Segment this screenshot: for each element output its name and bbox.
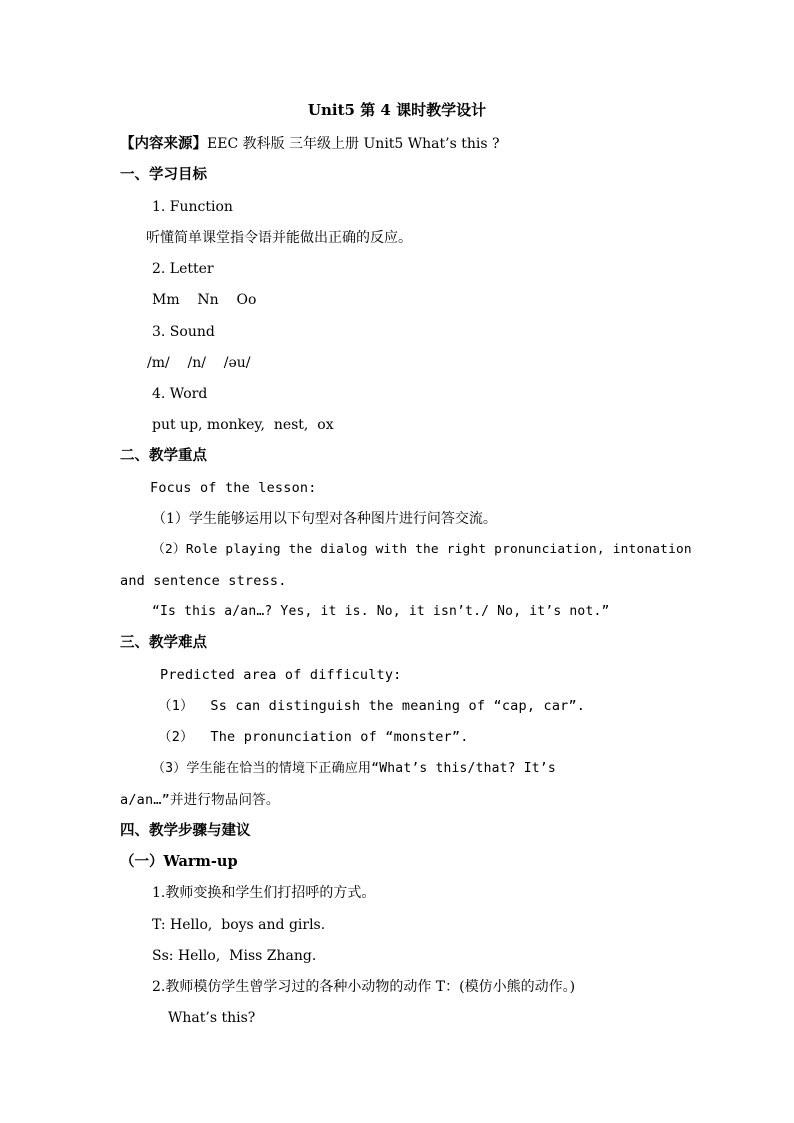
section-heading-steps: 四、教学步骤与建议 <box>120 822 251 839</box>
difficulty-point-2: （2） The pronunciation of “monster”. <box>158 729 469 745</box>
warm-up-heading: （一）Warm-up <box>120 853 238 870</box>
letter-label: 2. Letter <box>152 261 214 277</box>
sounds-text: /m/ /n/ /əu/ <box>147 355 251 371</box>
letters-text: Mm Nn Oo <box>152 292 257 308</box>
key-point-2-line2: and sentence stress. <box>120 573 287 589</box>
step-2: 2.教师模仿学生曾学习过的各种小动物的动作 T：(模仿小熊的动作。) <box>152 979 576 995</box>
sentence-pattern: “Is this a/an…? Yes, it is. No, it isn’t./ No, it’s not.” <box>152 604 610 619</box>
function-text: 听懂简单课堂指令语并能做出正确的反应。 <box>146 230 412 246</box>
difficulty-point-1: （1） Ss can distinguish the meaning of “cap, car”. <box>158 698 586 714</box>
students-line: Ss: Hello, Miss Zhang. <box>152 948 317 964</box>
difficulty-point-3-line2: a/an…”并进行物品问答。 <box>120 792 280 808</box>
content-source <box>120 135 500 153</box>
teacher-line: T: Hello, boys and girls. <box>152 917 326 933</box>
difficulty-label: Predicted area of difficulty: <box>160 667 402 683</box>
key-point-1: （1）学生能够运用以下句型对各种图片进行问答交流。 <box>152 511 497 527</box>
sound-label: 3. Sound <box>152 324 215 340</box>
whats-this-line: What’s this? <box>168 1010 256 1026</box>
key-point-2-line1: （2）Role playing the dialog with the right pronunciation, intonation <box>152 542 692 557</box>
words-text: put up, monkey, nest, ox <box>152 417 334 433</box>
section-heading-difficulties: 三、教学难点 <box>120 634 207 651</box>
section-heading-objectives: 一、学习目标 <box>120 166 207 183</box>
word-label: 4. Word <box>152 386 208 402</box>
function-label: 1. Function <box>152 199 233 215</box>
section-heading-key-points: 二、教学重点 <box>120 447 207 464</box>
source-text: EEC 教科版 三年级上册 Unit5 What’s this ? <box>207 136 500 152</box>
source-label: 【内容来源】 <box>120 135 207 152</box>
difficulty-point-3-line1: （3）学生能在恰当的情境下正确应用“What’s this/that? It’s <box>152 761 556 776</box>
step-1: 1.教师变换和学生们打招呼的方式。 <box>152 885 376 901</box>
focus-label: Focus of the lesson: <box>150 480 317 496</box>
document-title: Unit5 第 4 课时教学设计 <box>307 101 487 119</box>
